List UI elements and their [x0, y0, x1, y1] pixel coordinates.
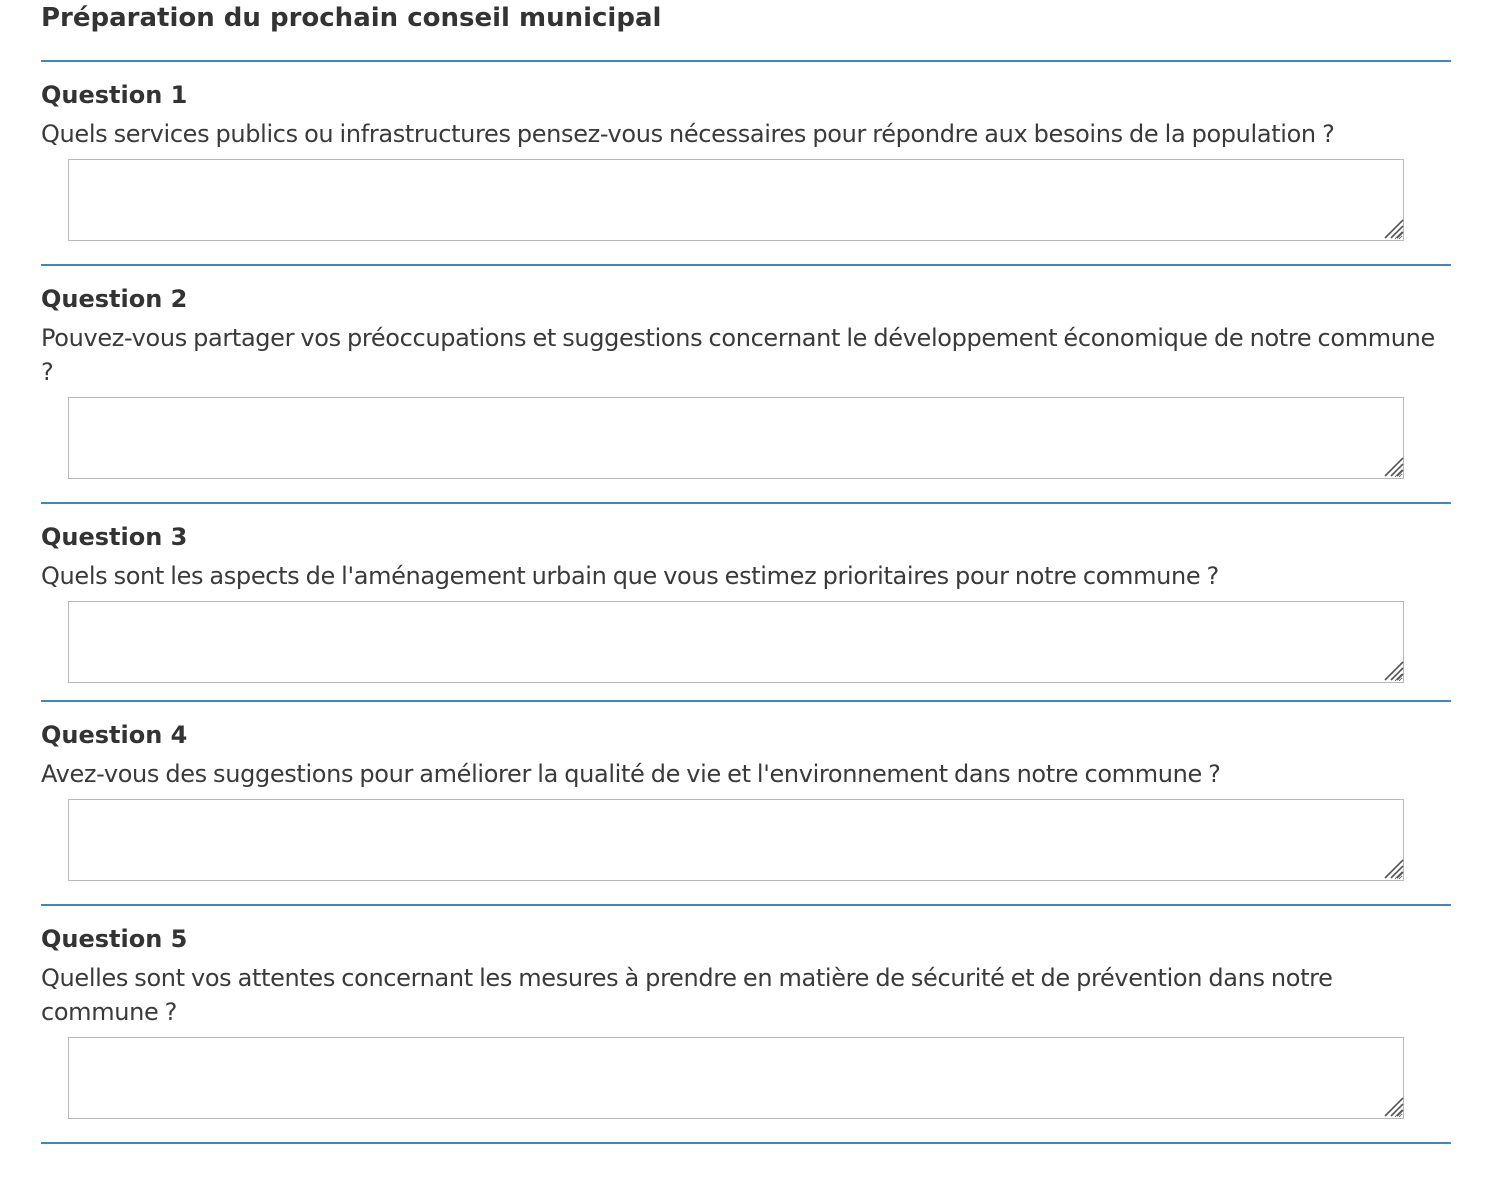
question-block-2	[41, 266, 1451, 479]
section-divider	[41, 1142, 1451, 1144]
question-label: Question 3	[41, 523, 188, 551]
question-text: Avez-vous des suggestions pour améliorer la qualité de vie et l'environnement dans notre commune ?	[41, 760, 1221, 788]
question-text: Quels sont les aspects de l'aménagement urbain que vous estimez prioritaires pour notre commune ?	[41, 562, 1219, 590]
question-label: Question 1	[41, 81, 188, 109]
survey-form	[41, 0, 1451, 1144]
question-text: Pouvez-vous partager vos préoccupations et suggestions concernant le développement économique de notre commune ?	[41, 324, 1435, 386]
question-block-3	[41, 504, 1451, 683]
question-label: Question 4	[41, 721, 188, 749]
answer-field-3[interactable]	[68, 601, 1404, 683]
answer-field-4[interactable]	[68, 799, 1404, 881]
question-block-1	[41, 62, 1451, 241]
question-label: Question 5	[41, 925, 188, 953]
answer-field-5[interactable]	[68, 1037, 1404, 1119]
page-title: Préparation du prochain conseil municipal	[41, 3, 662, 33]
question-block-5	[41, 906, 1451, 1119]
question-label: Question 2	[41, 285, 188, 313]
answer-field-2[interactable]	[68, 397, 1404, 479]
question-text: Quels services publics ou infrastructures pensez-vous nécessaires pour répondre aux besoins de la population ?	[41, 120, 1335, 148]
answer-field-1[interactable]	[68, 159, 1404, 241]
question-block-4	[41, 702, 1451, 881]
question-text: Quelles sont vos attentes concernant les mesures à prendre en matière de sécurité et de prévention dans notre commune ?	[41, 964, 1333, 1026]
